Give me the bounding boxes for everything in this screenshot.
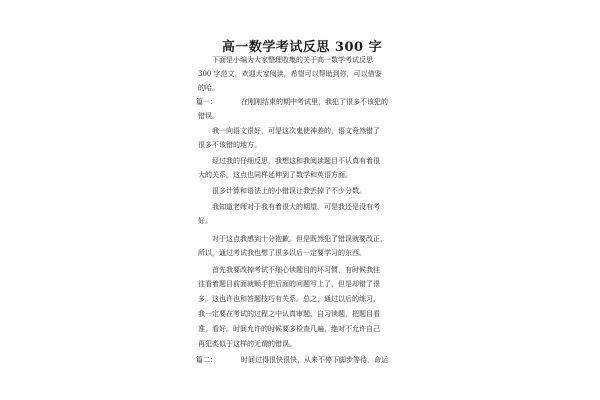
line-text: 很多不该错的地方。 — [198, 141, 261, 149]
line-text: 在刚刚结束的期中考试里，我犯了很多不该犯的 — [241, 98, 388, 106]
document-title: 高一数学考试反思 300 字 — [221, 40, 383, 55]
line-text: 再犯类似于这样的无谓的错误。 — [198, 340, 296, 348]
text-line — [198, 294, 380, 304]
text-line — [212, 234, 387, 244]
text-line — [198, 69, 382, 79]
line-text: 准，看好。时间允许的时候要多检查几遍，绝对不允许自己 — [198, 325, 380, 333]
text-line — [198, 339, 296, 349]
line-text: 很多计算和语法上的小错误让我丢掉了不少分数。 — [212, 187, 366, 195]
text-line — [198, 324, 380, 334]
text-line — [212, 126, 380, 136]
line-text: 下面是小编为大家整理收集的关于高一数学考试反思 — [212, 56, 373, 64]
section-label: 篇二： — [196, 356, 217, 364]
text-line — [196, 97, 388, 107]
text-line — [198, 279, 380, 289]
line-text: 我一定要在考试的过程之中认真审题，自习读题，把题目看 — [198, 310, 380, 318]
text-line — [196, 355, 388, 365]
line-text: 的哈。 — [198, 84, 219, 92]
line-text: 往看着题目前面就顺手把后面的问题写上了，但是却错了很 — [198, 280, 380, 288]
text-line — [212, 265, 380, 275]
line-text: 多。这也许也和答题技巧有关系。总之，通过以后的练习， — [198, 295, 380, 303]
line-text: 错误。 — [198, 112, 219, 120]
line-text: 所以，通过考试我也想了很多以后一定要学习的东西。 — [198, 249, 366, 257]
text-line — [198, 83, 219, 93]
line-text: 好。 — [198, 217, 212, 225]
text-line — [198, 216, 212, 226]
text-line — [198, 309, 380, 319]
section-label: 篇一： — [196, 98, 217, 106]
text-line — [198, 140, 261, 150]
line-text: 我知道老师对于我有着很大的期望，可是我还是没有考 — [212, 203, 380, 211]
text-line — [198, 248, 366, 258]
line-text: 300 字范文，欢迎大家阅读，希望可以帮助到你，可以借鉴 — [198, 70, 382, 78]
line-text: 我一向语文很好，可是这次鬼使神差的，语文竟然错了 — [212, 127, 380, 135]
text-line — [198, 170, 352, 180]
line-text: 首先我要改掉考试不细心读题目的坏习惯，有时候我往 — [212, 266, 380, 274]
text-line — [212, 186, 366, 196]
line-text: 经过我的仔细反思，我想这和我阅读题目不认真有着很 — [212, 157, 380, 165]
line-text: 大的关系。这点也同样延伸到了数学和英语方面。 — [198, 171, 352, 179]
text-line — [212, 156, 380, 166]
document-page — [198, 0, 406, 400]
line-text: 对于这点我感到十分抱歉。但是既然犯了错误就要改正， — [212, 235, 387, 243]
line-text: 时间过得很快很快，从来不停下脚步等待，命运 — [241, 356, 388, 364]
text-line — [212, 202, 380, 212]
text-line — [212, 55, 373, 65]
text-line — [198, 111, 219, 121]
